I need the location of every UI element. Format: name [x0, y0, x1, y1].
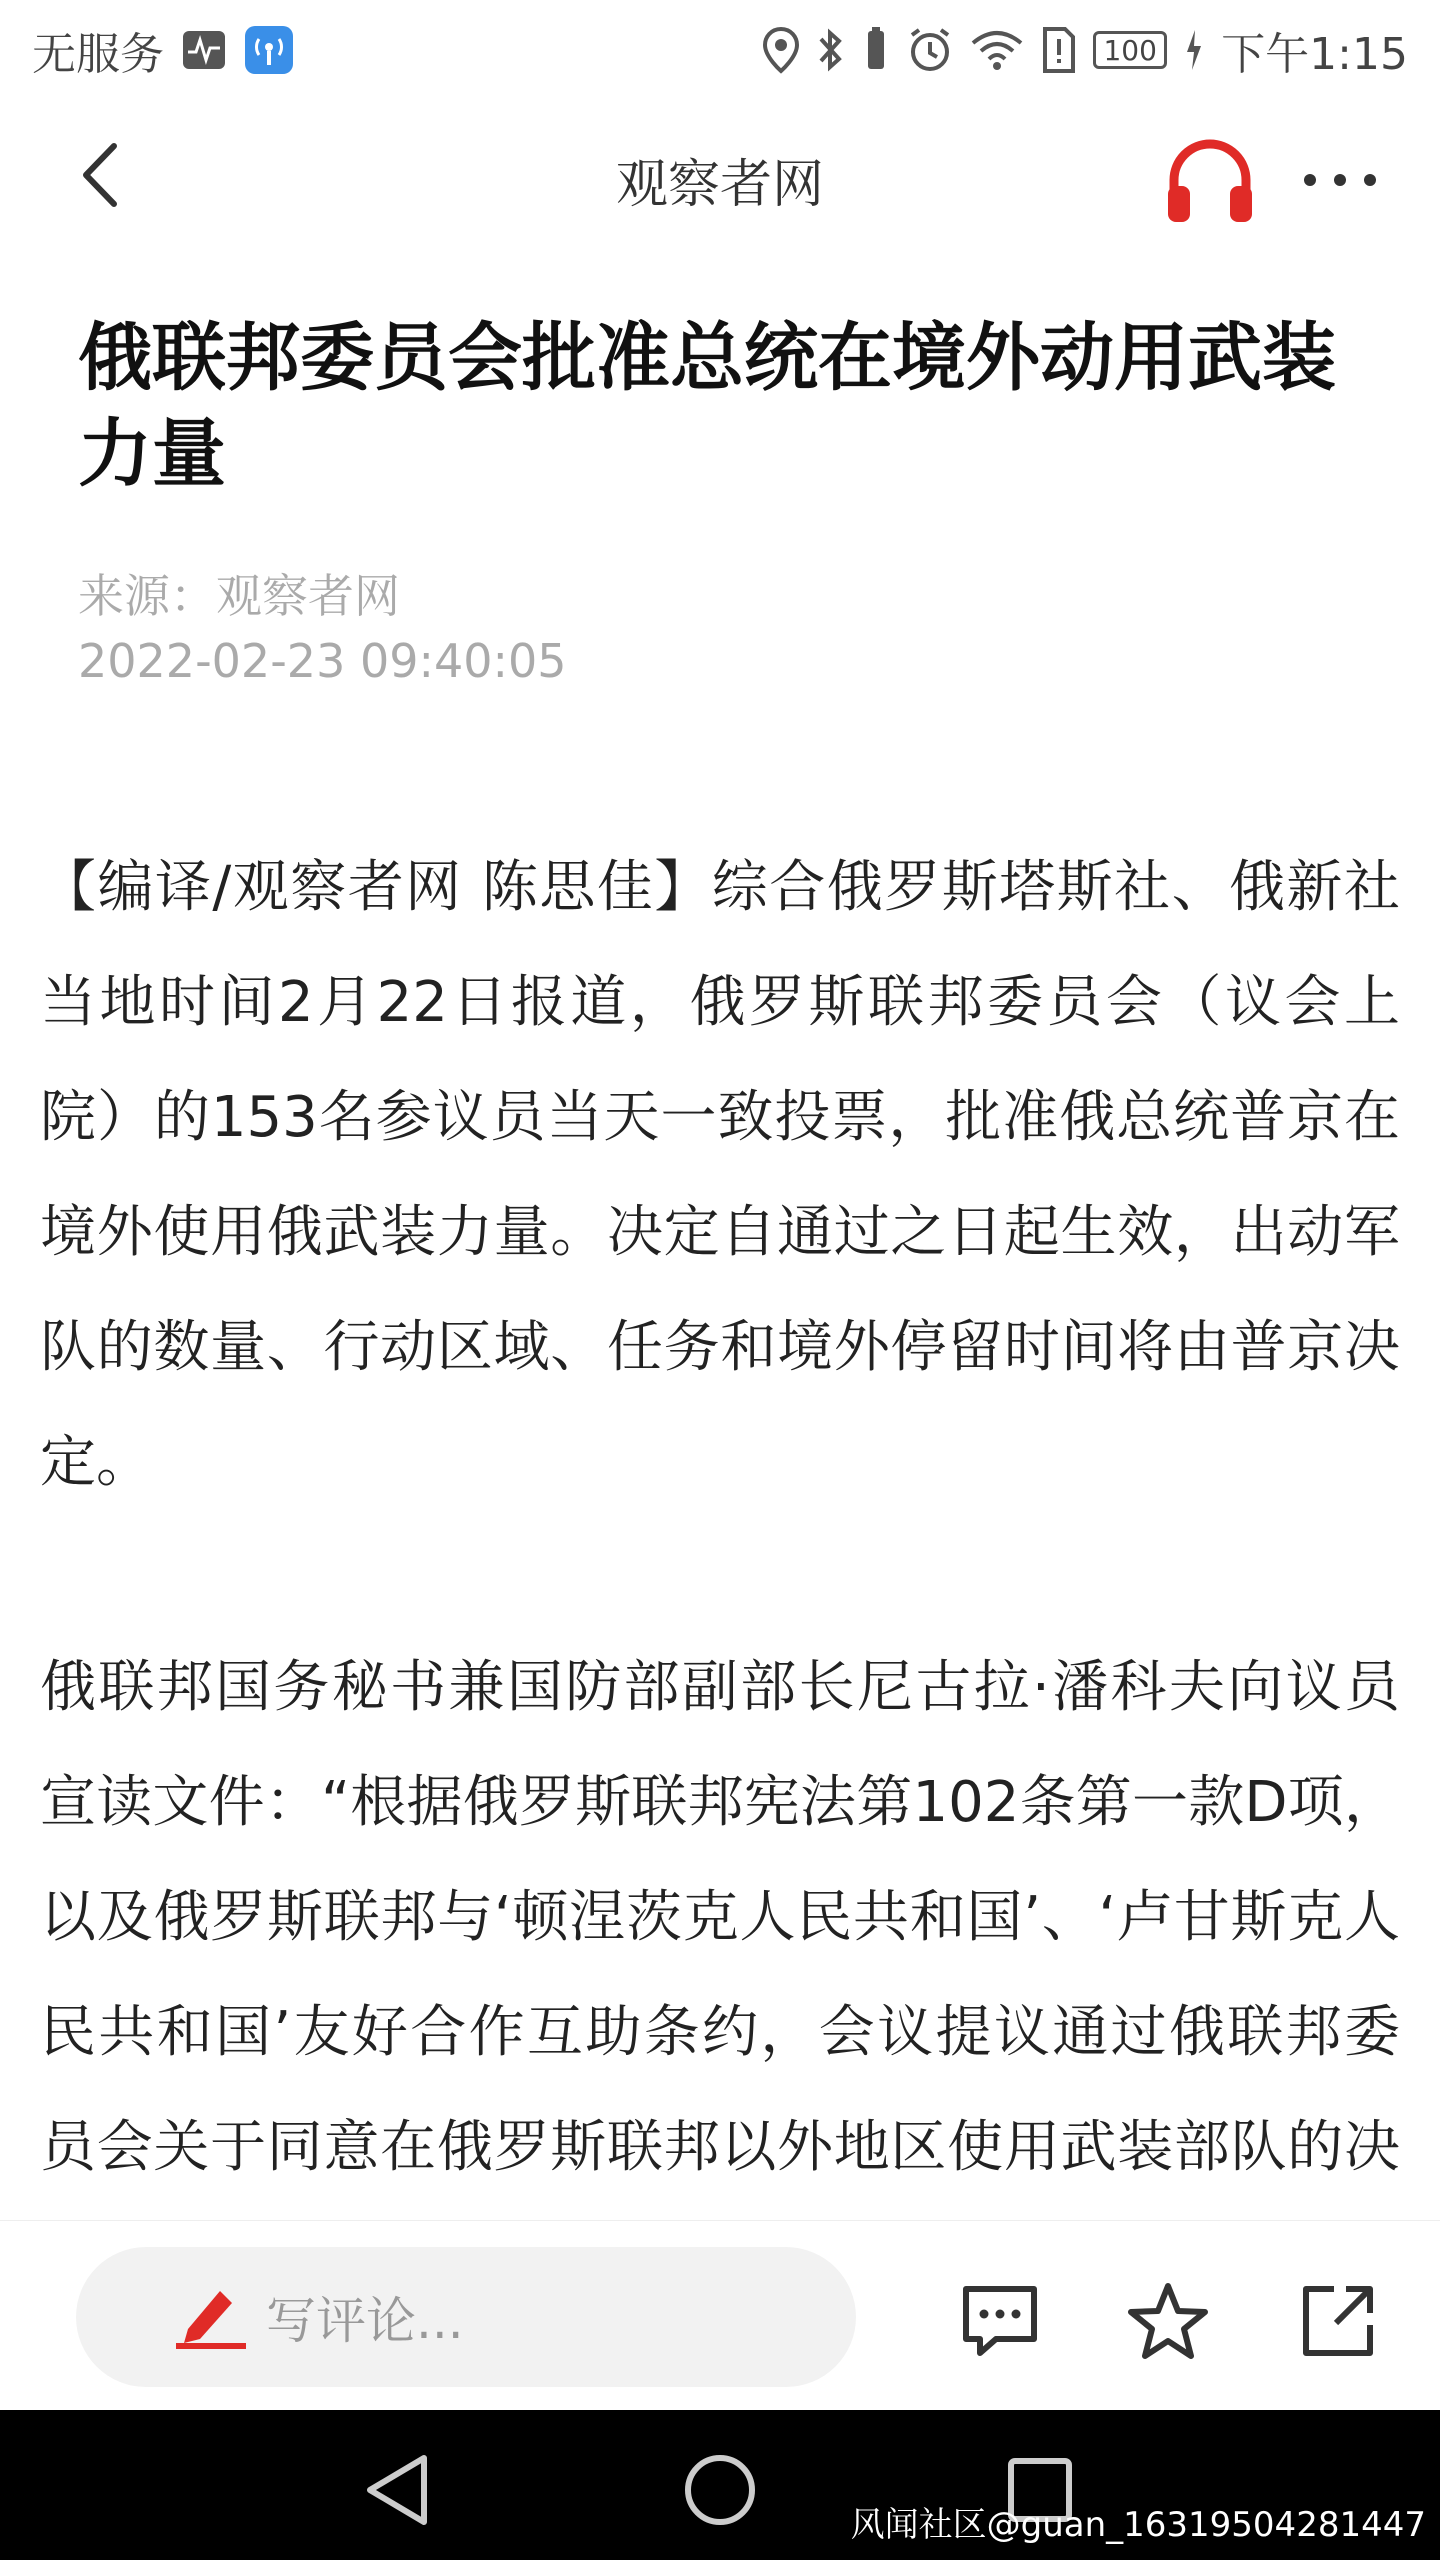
headphones-icon — [1160, 130, 1260, 230]
more-dots-icon — [1302, 172, 1378, 188]
share-button[interactable] — [1288, 2271, 1388, 2371]
sim-alert-icon — [1041, 25, 1075, 75]
triangle-back-icon — [362, 2452, 432, 2528]
pen-icon — [176, 2285, 246, 2349]
hotspot-app-icon — [244, 25, 294, 75]
system-home-button[interactable] — [675, 2445, 765, 2535]
carrier-text: 无服务 — [32, 29, 164, 80]
circle-home-icon — [682, 2452, 758, 2528]
page-title: 观察者网 — [615, 155, 824, 215]
star-icon — [1126, 2281, 1210, 2361]
system-back-button[interactable] — [352, 2445, 442, 2535]
comment-bar — [0, 2220, 1440, 2411]
comment-input[interactable] — [76, 2247, 856, 2387]
status-right — [763, 18, 1408, 82]
article-source: 来源：观察者网 — [78, 569, 400, 623]
article-datetime: 2022-02-23 09:40:05 — [78, 634, 567, 688]
activity-icon — [182, 25, 226, 75]
location-icon — [763, 25, 799, 75]
comment-placeholder: 写评论... — [266, 2292, 464, 2350]
article-paragraph: 俄联邦国务秘书兼国防部副部长尼古拉·潘科夫向议员宣读文件：“根据俄罗斯联邦宪法第102条第一款D项，以及俄罗斯联邦与‘顿涅茨克人民共和国’、‘卢甘斯克人民共和国’友好合作互助条约，会议提议通过俄联邦委员会关于同意在俄罗斯联邦以外地区使用武装部队的决 — [40, 1655, 1400, 2180]
status-left — [32, 18, 294, 82]
article-paragraph: 【编译/观察者网 陈思佳】综合俄罗斯塔斯社、俄新社当地时间2月22日报道，俄罗斯联邦委员会（议会上院）的153名参议员当天一致投票，批准俄总统普京在境外使用俄武装力量。决定自通过之日起生效，出动军队的数量、行动区域、任务和境外停留时间将由普京决定。 — [40, 855, 1400, 1495]
more-button[interactable] — [1300, 140, 1380, 220]
share-icon — [1300, 2283, 1376, 2359]
system-nav-bar — [0, 2410, 1440, 2560]
clock-text: 下午1:15 — [1221, 29, 1408, 80]
article-title: 俄联邦委员会批准总统在境外动用武装力量 — [78, 315, 1336, 497]
status-bar — [0, 0, 1440, 100]
alarm-icon — [907, 25, 953, 75]
comments-button[interactable] — [950, 2271, 1050, 2371]
vibrate-battery-icon — [863, 25, 889, 75]
nav-bar — [0, 100, 1440, 250]
comment-bubble-icon — [960, 2283, 1040, 2359]
bluetooth-icon — [817, 25, 845, 75]
charging-icon — [1185, 25, 1203, 75]
favorite-button[interactable] — [1118, 2271, 1218, 2371]
article-body — [40, 830, 1400, 2220]
battery-indicator: 100 — [1093, 31, 1167, 69]
listen-button[interactable] — [1160, 130, 1260, 230]
wifi-icon — [971, 25, 1023, 75]
watermark: 风闻社区@guan_16319504281447 — [850, 2505, 1426, 2545]
